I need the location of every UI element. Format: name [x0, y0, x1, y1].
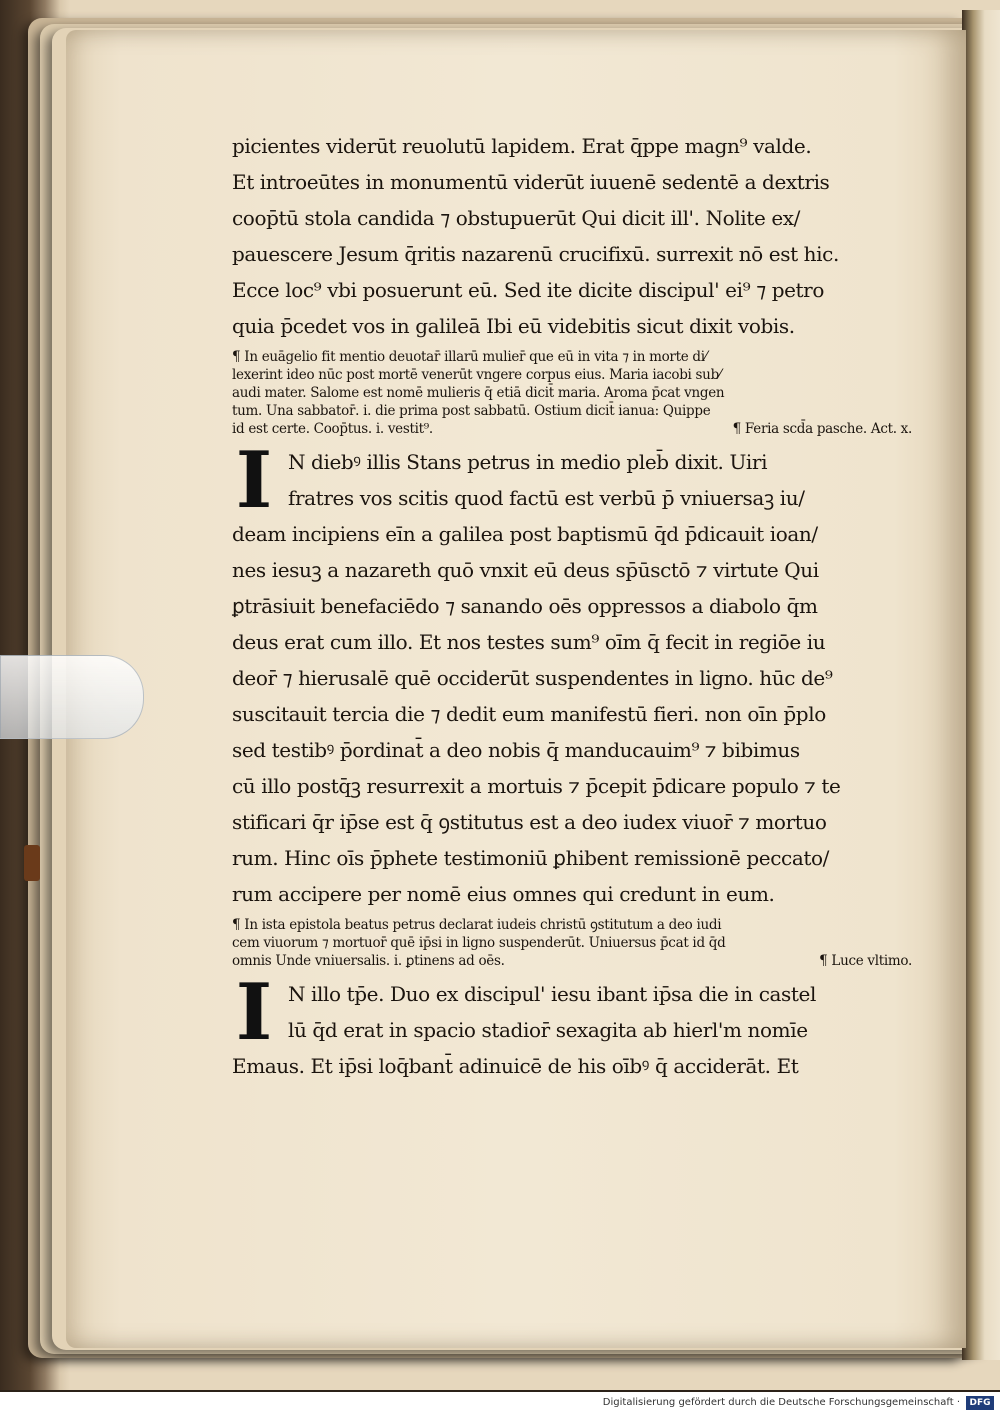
gloss-line: cem viuorum ⁊ mortuor̄ quē ip̄si in ligno suspenderūt. Uniuersus p̄cat id q̄d — [232, 935, 726, 951]
gloss-last-line — [232, 952, 912, 970]
binding-strap — [24, 845, 40, 881]
text-line: Emaus. Et ip̄si loq̄bant̄ adinuicē de his oībꝰ q̄ acciderāt. Et — [232, 1054, 799, 1078]
text-line: rum. Hinc oīs p̄phete testimoniū ꝑhibent remissionē peccato/ — [232, 846, 829, 870]
text-line: deam incipiens eīn a galilea post baptismū q̄d p̄dicauit ioan/ — [232, 522, 818, 546]
facing-page-edge — [962, 10, 1000, 1360]
dfg-logo: DFG — [966, 1396, 994, 1410]
text-line: fratres vos scitis quod factū est verbū p̄ vniuersaꝫ iu/ — [288, 486, 805, 510]
indented-text-lines — [232, 967, 912, 1058]
rubric-heading: ¶ Feria scd̄a pasche. Act. x. — [732, 421, 912, 437]
page-clip — [0, 655, 144, 739]
text-line: nes iesuꝫ a nazareth quō vnxit eū deus sp̄ūsctō ⁊ virtute Qui — [232, 558, 819, 582]
gloss-text: id est certe. Coop̄tus. i. vestit⁹. — [232, 421, 433, 437]
page-text — [232, 128, 912, 1084]
gloss-block — [232, 916, 912, 970]
text-line: lū q̄d erat in spacio stadior̄ sexagita ab hierl'm nomīe — [288, 1018, 808, 1042]
text-line: N illo tp̄e. Duo ex discipul' iesu ibant ip̄sa die in castel — [288, 982, 816, 1006]
decorated-initial: I — [235, 967, 273, 1058]
text-line: cū illo postq̄ꝫ resurrexit a mortuis ⁊ p̄cepit p̄dicare populo ⁊ te — [232, 774, 841, 798]
gloss-lines — [232, 916, 912, 952]
gloss-text: omnis Unde vniuersalis. i. ꝑtinens ad oēs. — [232, 953, 505, 969]
text-line: ꝑtrāsiuit benefaciēdo ⁊ sanando oēs oppressos a diabolo q̄m — [232, 594, 818, 618]
pericope-acts — [232, 435, 912, 912]
text-line: picientes viderūt reuolutū lapidem. Erat q̄ppe magn⁹ valde. — [232, 134, 812, 158]
rubric-heading: ¶ Luce vltimo. — [819, 953, 912, 969]
gloss-last-line — [232, 420, 912, 438]
text-line: Ecce loc⁹ vbi posuerunt eū. Sed ite dicite discipul' ei⁹ ⁊ petro — [232, 278, 824, 302]
indented-text-lines — [232, 435, 912, 526]
gloss-line: tum. Una sabbator̄. i. die prima post sabbatū. Ostium dicit̄ ianua: Quippe — [232, 403, 711, 419]
text-line: stificari q̄r ip̄se est q̄ ꝯstitutus est a deo iudex viuor̄ ⁊ mortuo — [232, 810, 827, 834]
gloss-block — [232, 348, 912, 438]
footer-bar — [0, 1392, 1000, 1413]
decorated-initial: I — [235, 435, 273, 526]
text-line: coop̄tū stola candida ⁊ obstupuerūt Qui dicit ill'. Nolite ex/ — [232, 206, 800, 230]
funding-credit: Digitalisierung gefördert durch die Deutsche Forschungsgemeinschaft · — [602, 1397, 960, 1408]
gloss-lines — [232, 348, 912, 420]
text-line: pauescere Jesum q̄ritis nazarenū crucifixū. surrexit nō est hic. — [232, 242, 839, 266]
text-line: N diebꝰ illis Stans petrus in medio pleb̄ dixit. Uiri — [288, 450, 768, 474]
text-line: rum accipere per nomē eius omnes qui credunt in eum. — [232, 882, 775, 906]
gloss-line: ¶ In euāgelio fit mentio deuotar̄ illarū mulier̄ que eū in vita ⁊ in morte di⁄ — [232, 349, 707, 365]
gloss-line: audi mater. Salome est nomē mulieris q̄ etiā dicit̄ maria. Aroma p̄cat vngen — [232, 385, 725, 401]
gospel-text-block — [232, 128, 912, 344]
text-line: deor̄ ⁊ hierusalē quē occiderūt suspendentes in ligno. hūc de⁹ — [232, 666, 833, 690]
text-line: quia p̄cedet vos in galileā Ibi eū videbitis sicut dixit vobis. — [232, 314, 795, 338]
text-line: sed testibꝰ p̄ordinat̄ a deo nobis q̄ manducauim⁹ ⁊ bibimus — [232, 738, 800, 762]
text-line: Et introeūtes in monumentū viderūt iuuenē sedentē a dextris — [232, 170, 830, 194]
gloss-line: lexerint ideo nūc post mortē venerūt vngere corpus eius. Maria iacobi sub⁄ — [232, 367, 721, 383]
epistle-text-block — [232, 516, 912, 912]
gloss-line: ¶ In ista epistola beatus petrus declarat iudeis christū ꝯstitutum a deo iudi — [232, 917, 722, 933]
gospel-text-block — [232, 1048, 912, 1084]
text-line: deus erat cum illo. Et nos testes sum⁹ oīm q̄ fecit in regiōe iu — [232, 630, 826, 654]
pericope-luke — [232, 967, 912, 1084]
text-line: suscitauit tercia die ⁊ dedit eum manifestū fieri. non oīn p̄plo — [232, 702, 826, 726]
